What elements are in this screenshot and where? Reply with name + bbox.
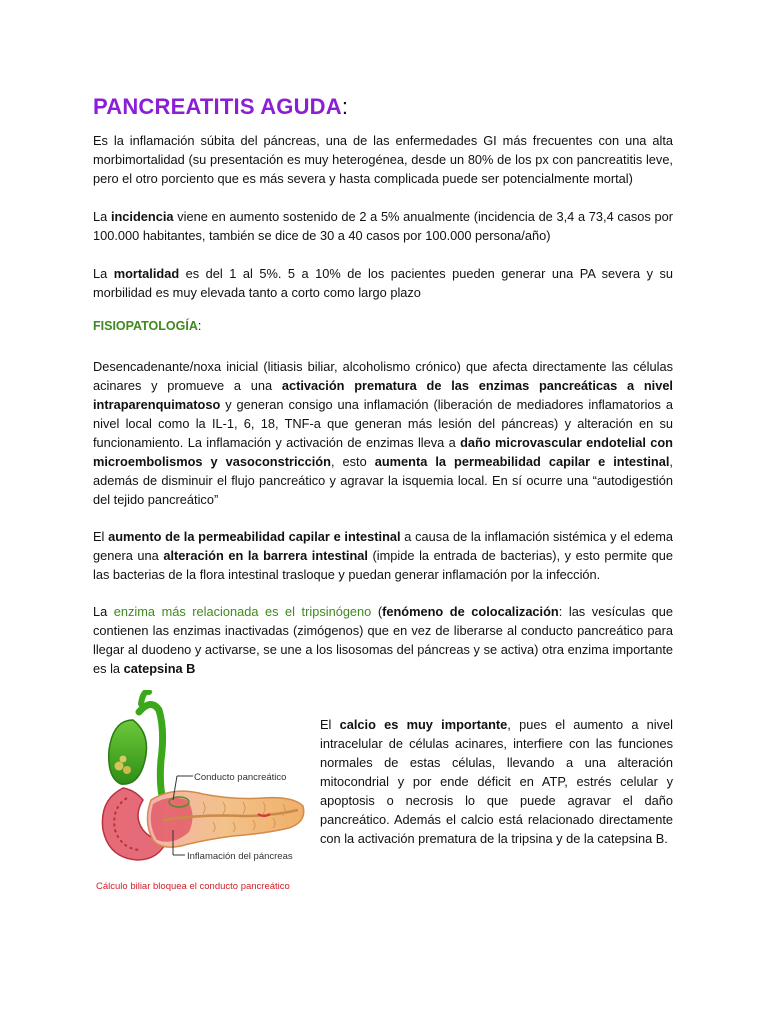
intro-paragraph: Es la inflamación súbita del páncreas, una de las enfermedades GI más frecuentes con una alta morbimortalidad (su presentación es muy heterogénea, desde un 80% de los px con pancreatitis leve, pero el otro porciento que es más severa y hasta complicada puede ser potencialmente mortal) (93, 133, 673, 186)
incidence-term: incidencia (110, 209, 174, 224)
gallstone (115, 762, 124, 771)
gallstone (120, 756, 127, 763)
page-title (93, 94, 348, 120)
incidence-paragraph: La incidencia viene en aumento sostenido de 2 a 5% anualmente (incidencia de 3,4 a 73,4 casos por 100.000 habitantes, también se dice de 30 a 40 casos por 100.000 persona/año) (93, 209, 674, 243)
calcium-paragraph: El calcio es muy importante, pues el aumento a nivel intracelular de células acinares, interfiere con las funciones normales de estas células, llevando a una alteración mitocondrial y por ende déficit en ATP, estrés celular y apoptosis o necrosis lo que puede agravar el daño pancreático. Además el calcio está relacionado directamente con la activación prematura de la tripsina y de la catepsina B. (320, 717, 673, 846)
enzyme-highlight: enzima más relacionada es el tripsinógeno (113, 604, 372, 619)
figure-caption: Cálculo biliar bloquea el conducto pancreático (96, 881, 290, 892)
inflammation-label: Inflamación del páncreas (187, 851, 293, 862)
pancreas-diagram (93, 690, 308, 895)
enzyme-paragraph: La enzima más relacionada es el tripsinógeno (fenómeno de colocalización: las vesículas que contienen las enzimas inactivadas (zimógenos) que en vez de liberarse al conducto pancreático para llegar al duodeno y activarse, se une a los lisosomas del páncreas y se activa) otra enzima importante es la catepsina B (93, 604, 673, 676)
section-heading: FISIOPATOLOGÍA: (93, 319, 202, 333)
pancreas-illustration (93, 690, 308, 895)
title-colon: : (341, 94, 349, 119)
gallstone (123, 766, 131, 774)
duct-label: Conducto pancreático (194, 772, 287, 783)
mortality-paragraph: La mortalidad es del 1 al 5%. 5 a 10% de los pacientes pueden generar una PA severa y su morbilidad es muy elevada tanto a corto como largo plazo (93, 266, 673, 300)
physiopathology-paragraph: Desencadenante/noxa inicial (litiasis biliar, alcoholismo crónico) que afecta directamente las células acinares y promueve a una activación prematura de las enzimas pancreáticas a nivel intraparenquimatoso y generan consigo una inflamación (liberación de mediadores inflamatorios a nivel local como la IL-1, 6, 18, TNF-a que generan más lesión del páncreas) y alteración en su funcionamiento. La inflamación y activación de enzimas lleva a daño microvascular endotelial con microembolismos y vasoconstricción, esto aumenta la permeabilidad capilar e intestinal, además de disminuir el flujo pancreático y agravar la isquemia local. En sí ocurre una “autodigestión del tejido pancreático” (93, 359, 673, 507)
permeability-paragraph: El aumento de la permeabilidad capilar e intestinal a causa de la inflamación sistémica y el edema genera una alteración en la barrera intestinal (impide la entrada de bacterias), y esto permite que las bacterias de la flora intestinal trasloque y puedan generar inflamación por la infección. (93, 529, 673, 582)
mortality-term: mortalidad (113, 266, 180, 281)
title-text: PANCREATITIS AGUDA (93, 94, 342, 119)
gallbladder (109, 720, 147, 784)
